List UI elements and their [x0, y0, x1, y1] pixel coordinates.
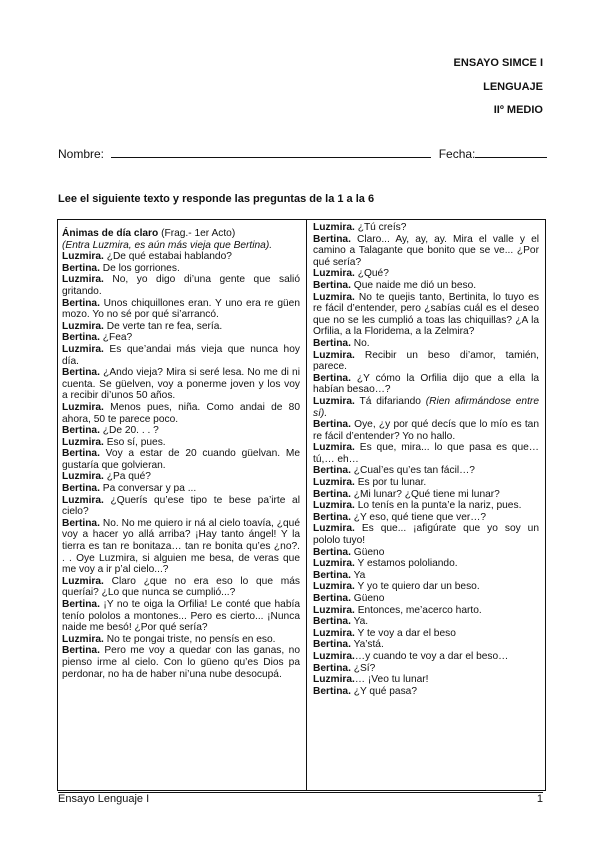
- header-exam-title: ENSAYO SIMCE I: [453, 57, 543, 69]
- dialogue-line: [313, 523, 539, 546]
- speaker-name: Luzmira.: [62, 401, 104, 413]
- dialogue-text: Es por tu lunar.: [354, 477, 427, 489]
- dialogue-text: Recibir un beso di’amor, tamién, parece.: [313, 349, 539, 373]
- dialogue-line: [313, 292, 539, 338]
- dialogue-text: De verte tan re fea, sería.: [103, 320, 223, 332]
- dialogue-text: ¿Qué?: [354, 268, 389, 280]
- dialogue-text: Menos pues, niña. Como andai de 80 ahora, 50 te parece poco.: [62, 401, 300, 425]
- footer: [58, 792, 543, 806]
- speaker-name: Luzmira.: [313, 222, 355, 233]
- dialogue-text: No te pongai triste, no pensís en eso.: [103, 633, 276, 645]
- speaker-name: Bertina.: [62, 645, 100, 657]
- speaker-name: Luzmira.: [62, 494, 104, 506]
- dialogue-line: [313, 570, 539, 582]
- speaker-name: Bertina.: [313, 279, 351, 291]
- speaker-name: Luzmira.: [313, 268, 355, 280]
- header-grade: IIº MEDIO: [493, 104, 543, 116]
- speaker-name: Bertina.: [62, 332, 100, 344]
- dialogue-line: [62, 599, 300, 634]
- speaker-name: Bertina.: [313, 337, 351, 349]
- speaker-name: Luzmira.: [62, 436, 104, 448]
- dialogue-line: [313, 593, 539, 605]
- column-divider: [306, 220, 307, 790]
- speaker-name: Bertina.: [313, 372, 351, 384]
- dialogue-text: Y te voy a dar el beso: [354, 627, 456, 639]
- dialogue-text: No, yo digo di’una gente que salió gritando.: [62, 274, 300, 297]
- speaker-name: Luzmira.: [62, 471, 104, 483]
- speaker-name: Bertina.: [62, 483, 100, 495]
- speaker-name: Luzmira.: [313, 291, 355, 303]
- speaker-name: Bertina.: [313, 465, 351, 477]
- dialogue-line: [62, 274, 300, 297]
- speaker-name: Bertina.: [62, 367, 100, 379]
- dialogue-text: ¿Fea?: [99, 332, 133, 344]
- instructions: Lee el siguiente texto y responde las preguntas de la 1 a la 6: [58, 193, 375, 205]
- dialogue-line: [313, 350, 539, 373]
- play-subtitle: (Frag.- 1er Acto): [158, 228, 236, 239]
- dialogue-line: [62, 645, 300, 680]
- dialogue-text: Claro ¿que no era eso lo que más queríai? ¿Lo que nunca se cumplió...?: [62, 575, 300, 599]
- dialogue-text: Tá difariando: [354, 395, 426, 407]
- dialogue-line: [313, 222, 539, 234]
- dialogue-line: [313, 581, 539, 593]
- play-title: Ánimas de día claro: [62, 228, 159, 239]
- speaker-name: Luzmira.: [313, 604, 355, 616]
- dialogue-text: … ¡Veo tu lunar!: [354, 674, 429, 686]
- date-field[interactable]: [475, 146, 547, 158]
- dialogue-text: Oye, ¿y por qué decís que lo mío es tan re fácil d’entender? Yo no hallo.: [313, 419, 539, 442]
- dialogue-line: [313, 280, 539, 292]
- speaker-name: Bertina.: [62, 297, 100, 309]
- speaker-name: Luzmira.: [62, 633, 104, 645]
- dialogue-text: Güeno: [350, 593, 385, 604]
- dialogue-line: [313, 628, 539, 640]
- speaker-name: Luzmira.: [313, 558, 355, 570]
- dialogue-line: [313, 419, 539, 442]
- speaker-name: Bertina.: [62, 599, 100, 610]
- speaker-name: Bertina.: [313, 662, 351, 674]
- dialogue-line: [313, 686, 539, 698]
- dialogue-line: [62, 321, 300, 333]
- speaker-name: Bertina.: [313, 639, 351, 651]
- speaker-name: Luzmira.: [313, 442, 355, 454]
- dialogue-text: ¿Cual’es qu’es tan fácil…?: [350, 465, 475, 477]
- dialogue-text: Claro... Ay, ay, ay. Mira el valle y el camino a Talagante que bonito que se ve... ¿Por qué sería?: [313, 233, 539, 268]
- dialogue-text: ¿Y cómo la Orfilia dijo que a ella la habían besao…?: [313, 372, 539, 396]
- dialogue-text: ¿Ando vieja? Mira si seré lesa. No me di ni cuenta. Se güelven, voy a ponerme joven y los voy a recibir di’unos 50 años.: [62, 367, 300, 402]
- name-date-line: [58, 146, 544, 162]
- speaker-name: Bertina.: [313, 419, 351, 431]
- dialogue-text: De los gorriones.: [99, 262, 180, 274]
- dialogue-line: [62, 483, 300, 495]
- dialogue-line: [313, 663, 539, 675]
- date-label: Fecha:: [438, 147, 476, 161]
- dialogue-text: ¿De 20. . . ?: [99, 425, 159, 437]
- left-column: [62, 228, 300, 680]
- dialogue-line: [313, 547, 539, 559]
- dialogue-text: No. No me quiero ir ná al cielo toavía, ¿qué voy a hacer yo allá arriba? ¡Hay tanto ángel! Y la tierra es tan re bonitaza… tan re bonita qu’es ¿no?. . . Oye Luzmira, si alguien me besa, de veras que me voy a ir p’al cielo...?: [62, 517, 300, 576]
- speaker-name: Luzmira.: [313, 477, 355, 489]
- dialogue-text: Eso sí, pues.: [103, 436, 166, 448]
- dialogue-text: ¿Y eso, qué tiene que ver…?: [350, 511, 487, 523]
- dialogue-text: Entonces, me’acerco harto.: [354, 604, 482, 616]
- dialogue-line: [313, 500, 539, 512]
- stage-direction: (Rien afirmándose entre sí).: [313, 395, 539, 419]
- dialogue-text: ¿Tú creís?: [354, 222, 407, 233]
- stage-direction-intro: (Entra Luzmira, es aún más vieja que Bertina).: [62, 239, 273, 251]
- speaker-name: Luzmira.: [62, 343, 104, 355]
- dialogue-text: Y estamos pololiando.: [354, 558, 458, 570]
- dialogue-line: [62, 298, 300, 321]
- speaker-name: Bertina.: [313, 511, 351, 523]
- dialogue-line: [62, 437, 300, 449]
- dialogue-line: [62, 425, 300, 437]
- dialogue-text: Es que, mira... lo que pasa es que… tú,… eh…: [313, 442, 539, 465]
- dialogue-line: [62, 576, 300, 599]
- play-title-line: [62, 228, 300, 240]
- dialogue-line: [313, 268, 539, 280]
- dialogue-line: [62, 263, 300, 275]
- dialogue-line: [313, 605, 539, 617]
- dialogue-text: Pero me voy a quedar con las ganas, no pienso irme al cielo. Con lo güeno qu’es Dios pa perdonar, no ha de haber ni’una nube desocupá.: [62, 645, 300, 680]
- dialogue-text: ¡Y no te oiga la Orfilia! Le conté que había tenío pololos a montones... Pero es cierto... ¡Nunca naide me besó! ¿Por qué sería?: [62, 599, 300, 634]
- dialogue-line: [313, 373, 539, 396]
- dialogue-line: [313, 639, 539, 651]
- dialogue-line: [313, 674, 539, 686]
- dialogue-text: ¿Querís qu’ese tipo te bese pa’irte al cielo?: [62, 494, 300, 518]
- dialogue-line: [313, 234, 539, 269]
- name-label: Nombre:: [58, 147, 105, 161]
- page-number: 1: [536, 793, 543, 805]
- dialogue-line: [62, 518, 300, 576]
- dialogue-line: [62, 367, 300, 402]
- speaker-name: Luzmira.: [313, 650, 355, 662]
- dialogue-line: [313, 651, 539, 663]
- dialogue-text: Ya’stá.: [350, 639, 384, 651]
- dialogue-line: [313, 512, 539, 524]
- dialogue-text: …y cuando te voy a dar el beso…: [354, 650, 509, 662]
- speaker-name: Luzmira.: [313, 395, 355, 407]
- speaker-name: Bertina.: [313, 616, 351, 628]
- dialogue-text: Voy a estar de 20 cuando güelvan. Me gustaría que golvieran.: [62, 448, 300, 471]
- right-dialogue: [313, 222, 539, 697]
- dialogue-text: Que naide me dió un beso.: [350, 279, 477, 291]
- speaker-name: Bertina.: [313, 569, 351, 581]
- left-dialogue: [62, 251, 300, 680]
- speaker-name: Luzmira.: [62, 320, 104, 332]
- dialogue-line: [313, 558, 539, 570]
- dialogue-text: Y yo te quiero dar un beso.: [354, 581, 480, 593]
- dialogue-text: Ya.: [350, 616, 369, 628]
- speaker-name: Luzmira.: [62, 251, 104, 263]
- dialogue-text: ¿Mi lunar? ¿Qué tiene mi lunar?: [350, 488, 500, 500]
- speaker-name: Luzmira.: [313, 500, 355, 512]
- dialogue-line: [313, 489, 539, 501]
- speaker-name: Luzmira.: [313, 523, 355, 535]
- dialogue-text: Es que... ¡afigúrate que yo soy un pololo tuyo!: [313, 523, 539, 547]
- header-subject: LENGUAJE: [483, 81, 543, 93]
- dialogue-line: [62, 471, 300, 483]
- footer-label: Ensayo Lenguaje I: [58, 793, 150, 805]
- speaker-name: Bertina.: [62, 425, 100, 437]
- speaker-name: Bertina.: [313, 233, 351, 245]
- dialogue-line: [62, 634, 300, 646]
- speaker-name: Luzmira.: [313, 581, 355, 593]
- speaker-name: Luzmira.: [313, 674, 355, 686]
- dialogue-text: Unos chiquillones eran. Y uno era re güen mozo. Yo no sé por qué si’arrancó.: [62, 297, 300, 321]
- dialogue-text: ¿De qué estabai hablando?: [103, 251, 232, 263]
- dialogue-line: [313, 396, 539, 419]
- speaker-name: Luzmira.: [313, 349, 355, 361]
- speaker-name: Bertina.: [62, 262, 100, 274]
- dialogue-line: [313, 616, 539, 628]
- dialogue-text: ¿Sí?: [350, 662, 376, 674]
- speaker-name: Bertina.: [313, 685, 351, 697]
- dialogue-line: [313, 442, 539, 465]
- dialogue-text: Ya: [350, 569, 366, 581]
- dialogue-text: Güeno: [350, 546, 385, 558]
- speaker-name: Bertina.: [62, 448, 100, 460]
- speaker-name: Bertina.: [313, 546, 351, 558]
- speaker-name: Luzmira.: [313, 627, 355, 639]
- dialogue-line: [313, 477, 539, 489]
- name-field[interactable]: [111, 146, 431, 158]
- dialogue-line: [62, 251, 300, 263]
- dialogue-line: [62, 402, 300, 425]
- dialogue-text: No te quejis tanto, Bertinita, lo tuyo es re fácil d’entender, pero ¿sabías cuál es el deseo que no se les cumplió a toas las chiquillas? ¿A la Orfilia, a la Floridema, a la Zelmira?: [313, 291, 539, 338]
- speaker-name: Bertina.: [313, 488, 351, 500]
- dialogue-line: [62, 448, 300, 471]
- dialogue-line: [62, 332, 300, 344]
- dialogue-line: [62, 495, 300, 518]
- dialogue-text: Es que’andai más vieja que nunca hoy día.: [62, 343, 300, 367]
- dialogue-line: [313, 465, 539, 477]
- dialogue-line: [62, 344, 300, 367]
- dialogue-text: No.: [350, 337, 370, 349]
- dialogue-text: Lo tenís en la punta’e la nariz, pues.: [354, 500, 522, 512]
- speaker-name: Bertina.: [62, 517, 100, 529]
- dialogue-line: [313, 338, 539, 350]
- speaker-name: Luzmira.: [62, 274, 104, 286]
- dialogue-text: ¿Y qué pasa?: [350, 685, 418, 697]
- dialogue-text: Pa conversar y pa ...: [99, 483, 197, 495]
- dialogue-text: ¿Pa qué?: [103, 471, 151, 483]
- speaker-name: Bertina.: [313, 593, 351, 604]
- text-box: [57, 219, 546, 791]
- speaker-name: Luzmira.: [62, 575, 104, 587]
- right-column: [313, 222, 539, 697]
